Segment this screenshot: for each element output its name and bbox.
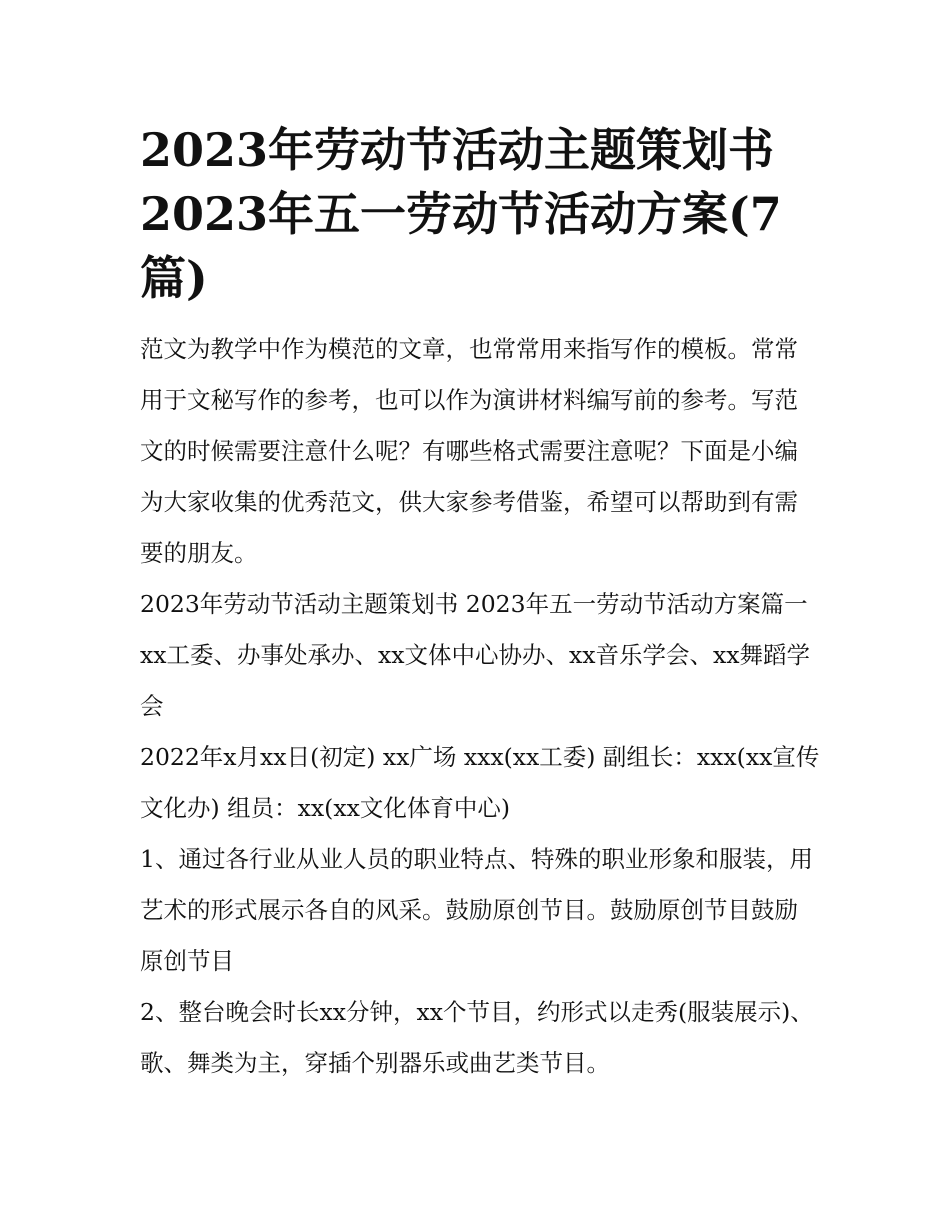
- document-page: [140, 118, 820, 1089]
- paragraph-item-1: 1、通过各行业从业人员的职业特点、特殊的职业形象和服装，用艺术的形式展示各自的风采。鼓励原创节目。鼓励原创节目鼓励原创节目: [140, 845, 813, 975]
- paragraph-time-place-staff: 2022年x月xx日(初定) xx广场 xxx(xx工委) 副组长：xxx(xx宣传文化办) 组员：xx(xx文化体育中心): [140, 743, 820, 822]
- paragraph-section-heading: 2023年劳动节活动主题策划书 2023年五一劳动节活动方案篇一 xx工委、办事处承办、xx文体中心协办、xx音乐学会、xx舞蹈学会: [140, 590, 811, 720]
- document-title: 2023年劳动节活动主题策划书 2023年五一劳动节活动方案(7篇): [140, 123, 782, 305]
- paragraph-intro: 范文为教学中作为模范的文章，也常常用来指写作的模板。常常用于文秘写作的参考，也可以作为演讲材料编写前的参考。写范文的时候需要注意什么呢？有哪些格式需要注意呢？下面是小编为大家收集的优秀范文，供大家参考借鉴，希望可以帮助到有需要的朋友。: [140, 335, 798, 567]
- paragraph-item-2: 2、整台晚会时长xx分钟，xx个节目，约形式以走秀(服装展示)、歌、舞类为主，穿插个别器乐或曲艺类节目。: [140, 998, 814, 1077]
